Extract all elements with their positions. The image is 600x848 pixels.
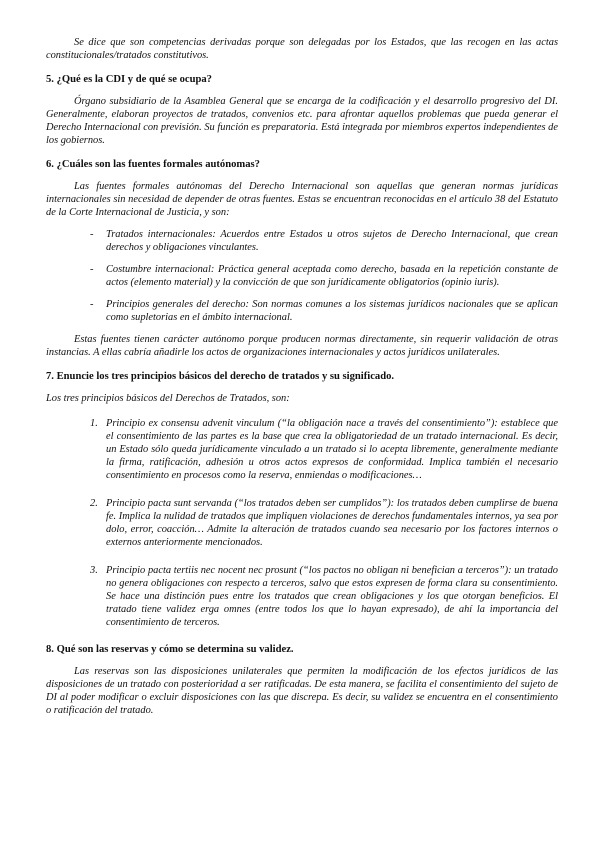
section-6-closing: Estas fuentes tienen carácter autónomo porque producen normas directamente, sin requerir validación de otras instancias. A ellas cabría añadirle los actos de organizaciones internacionales y actos jurídicos unilaterales. — [46, 334, 558, 358]
item-number: 3. — [90, 565, 98, 576]
item-number: 1. — [90, 418, 98, 429]
item-number: 2. — [90, 498, 98, 509]
section-7-heading: 7. Enuncie los tres principios básicos del derecho de tratados y su significado. — [46, 371, 395, 382]
intro-paragraph: Se dice que son competencias derivadas porque son delegadas por los Estados, que las recogen en las actas constitucionales/tratados constitutivos. — [46, 37, 558, 61]
bullet-dash: - — [90, 299, 94, 310]
list-item: 3. Principio pacta tertiis nec nocent nec prosunt (“los pactos no obligan ni benefician a terceros”): un tratado no genera obligaciones con respecto a terceros, salvo que estos expresen de forma clara su consentimiento. Se hace una distinción pues entre los tratados que crean obligaciones y los que otorgan beneficios. El tratado tiene validez erga omnes (entre todos los que lo hayan expresado), de ahí la importancia del consentimiento de terceros. — [90, 565, 558, 628]
list-item: 1. Principio ex consensu advenit vinculum (“la obligación nace a través del consentimiento”): establece que el consentimiento de las partes es la base que crea la obligatoriedad de un tratado internacional. Es decir, un Estado sólo queda jurídicamente vinculado a un tratado si lo acepta libremente, generalmente mediante la firma, ratificación, adhesión u otros actos expresos de conformidad. Implica también el necesario consentimiento en procesos como la reserva, enmiendas o modificaciones… — [90, 418, 558, 481]
principles-list — [46, 417, 558, 629]
bullet-dash: - — [90, 264, 94, 275]
section-5-body: Órgano subsidiario de la Asamblea General que se encarga de la codificación y el desarrollo progresivo del DI. Generalmente, elaboran proyectos de tratados, convenios etc. para afrontar aquellos problemas que pueda generar el Derecho Internacional con previsión. Su función es preparatoria. Está integrada por miembros expertos independientes de los gobiernos. — [46, 96, 558, 146]
section-8-body: Las reservas son las disposiciones unilaterales que permiten la modificación de los efectos jurídicos de las disposiciones de un tratado con posterioridad a ser ratificadas. De esta manera, se facilita el consentimiento del sujeto de DI al poder modificar o excluir disposiciones con las que discrepa. Es decir, su validez se encuentra en el consentimiento o ratificación del tratado. — [46, 666, 558, 716]
section-6-heading: 6. ¿Cuáles son las fuentes formales autónomas? — [46, 159, 260, 170]
section-6-intro: Las fuentes formales autónomas del Derecho Internacional son aquellas que generan normas jurídicas internacionales sin necesidad de depender de otras fuentes. Estas se encuentran reconocidas en el artículo 38 del Estatuto de la Corte Internacional de Justicia, y son: — [46, 181, 558, 218]
document-page — [46, 36, 558, 717]
sources-list — [46, 228, 558, 324]
list-item: - Costumbre internacional: Práctica general aceptada como derecho, basada en la repetición constante de actos (elemento material) y la convicción de que son jurídicamente obligatorios (opinio iuris). — [90, 264, 558, 288]
list-item: 2. Principio pacta sunt servanda (“los tratados deben ser cumplidos”): los tratados deben cumplirse de buena fe. Implica la nulidad de tratados que impliquen violaciones de derechos fundamentales internos, ya sea por dolo, error, coacción… Admite la alteración de tratados cuando sea necesario por los factores internos o externos anteriormente mencionados. — [90, 498, 558, 548]
list-item: - Tratados internacionales: Acuerdos entre Estados u otros sujetos de Derecho Internacional, que crean derechos y obligaciones vinculantes. — [90, 229, 558, 253]
section-8-heading: 8. Qué son las reservas y cómo se determina su validez. — [46, 644, 294, 655]
section-5-heading: 5. ¿Qué es la CDI y de qué se ocupa? — [46, 74, 212, 85]
bullet-dash: - — [90, 229, 94, 240]
section-7-intro: Los tres principios básicos del Derechos de Tratados, son: — [46, 393, 290, 404]
list-item: - Principios generales del derecho: Son normas comunes a los sistemas jurídicos nacionales que se aplican como supletorias en el ámbito internacional. — [90, 299, 558, 323]
